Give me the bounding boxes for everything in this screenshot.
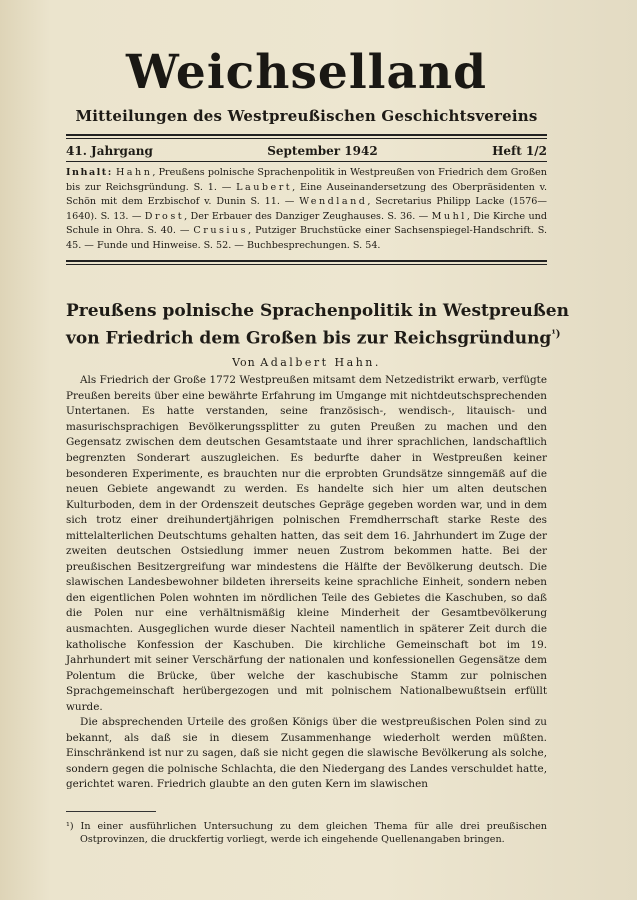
contents-author: Wendland [299,196,368,208]
footnote-marker: ¹) [551,328,561,340]
table-of-contents: Inhalt: Hahn, Preußens polnische Sprachenpolitik in Westpreußen von Friedrich dem Großen bis zur Reichsgründung. S. 1. — Laubert, Eine Auseinandersetzung des Oberpräsidenten v. Schön mit dem Erzbischof v. Dunin S. 11. — Wendland, Secretarius Philipp Lacke (1576—1640). S. 13. — Drost, Der Erbauer des Danziger Zeughauses. S. 36. — Muhl, Die Kirche und Schule in Ohra. S. 40. — Crusius, Putziger Bruchstücke einer Sachsenspiegel-Handschrift. S. 45. — Funde und Hinweise. S. 52. — Buchbesprechungen. S. 54. [66,167,547,251]
contents-rule [66,260,547,265]
article-title-line2: von Friedrich dem Großen bis zur Reichsgründung [66,328,552,349]
contents-entry: Preußens polnische Sprachenpolitik in Westpreußen von Friedrich dem Großen bis zur Reichsgründung. S. 1. — [66,167,547,193]
contents-entry: Eine Auseinandersetzung des Oberpräsidenten v. Schön mit dem Erzbischof v. Dunin S. 11. — [66,181,547,208]
top-rule [66,134,547,139]
contents-author: Muhl [431,210,467,222]
article-title-line1: Preußens polnische Sprachenpolitik in Westpreußen [66,300,569,321]
article-paragraph: Die absprechenden Urteile des großen Königs über die westpreußischen Polen sind zu bekannt, als daß sie in diesem Zusammenhange wiederholt werden müßten. Einschränkend ist nur zu sagen, daß sie nicht gegen die slawische Bevölkerung als solche, sondern gegen die polnische Schlachta, die den Niedergang des Landes verschuldet hatte, gerichtet waren. Friedrich glaubte an den guten Kern im slawischen [66,716,547,791]
byline-author: Adalbert Hahn. [260,356,381,370]
contents-entry: Putziger Bruchstücke einer Sachsenspiegel-Handschrift. S. 45. — [66,225,547,251]
journal-subtitle: Mitteilungen des Westpreußischen Geschichtsvereins [75,107,538,125]
issue-number: Heft 1/2 [492,144,547,158]
article-body [66,373,547,793]
contents-author: Drost [144,210,185,222]
article-title [66,299,569,351]
masthead [66,0,547,126]
contents-entry: Der Erbauer des Danziger Zeughauses. S. 36. — [190,210,429,222]
footnote: ¹) In einer ausführlichen Untersuchung zu dem gleichen Thema für alle drei preußischen Ostprovinzen, die druckfertig vorliegt, werde ich eingehende Quellenangaben bringen. [66,820,547,846]
contents-author: Laubert [236,181,293,193]
contents-author: Crusius [193,225,249,237]
issue-date: September 1942 [267,144,378,158]
contents-author: Hahn [115,167,153,178]
issue-bar [66,141,547,161]
contents-entry: Die Kirche und Schule in Ohra. S. 40. — [66,210,547,237]
article-byline [66,356,547,369]
issue-rule [66,161,547,162]
issue-volume: 41. Jahrgang [66,144,153,158]
contents-entry: Secretarius Philipp Lacke (1576—1640). S. 13. — [66,196,547,222]
article-paragraph: Als Friedrich der Große 1772 Westpreußen mitsamt dem Netzedistrikt erwarb, verfügte Preußen bereits über eine bewährte Erfahrung im Umgange mit nichtdeutschsprechenden Untertanen. Es hatte verstanden, seine französisch-, wendisch-, litauisch- und masurischsprachigen Bevölkerungssplitter zu guten Preußen zu machen und den Gegensatz zwischen dem deutschen Gesamtstaate und ihrer sprachlichen, landschaftlich begrenzten Sonderart auszugleichen. Es bedurfte daher in Westpreußen keiner besonderen Experimente, es brauchten nur die erprobten Grundsätze sinngemäß auf die neuen Gebiete angewandt zu werden. Es handelte sich hier um alten deutschen Kulturboden, dem in der Ordenszeit deutsches Gepräge gegeben worden war, und in dem sich trotz einer dreihundertjährigen polnischen Fremdherrschaft starke Reste des mittelalterlichen Deutschtums gehalten hatten, das seit dem 16. Jahrhundert im Zuge der zweiten deutschen Ostsiedlung immer neuen Zustrom bekommen hatte. Bei der preußischen Besitzergreifung war mindestens die Hälfte der Bevölkerung deutsch. Die slawischen Landesbewohner bildeten ihrerseits keine sprachliche Einheit, sondern neben den eigentlichen Polen wohnten im nördlichen Teile des Gebietes die Kaschuben, so daß die Polen nur eine verhältnismäßig kleine Minderheit der Gesamtbevölkerung ausmachten. Ausgeglichen wurde dieser Nachteil namentlich in späterer Zeit durch die katholische Konfession der Kaschuben. Die kirchliche Gemeinschaft bot im 19. Jahrhundert mit seiner Verschärfung der nationalen und konfessionellen Gegensätze dem Polentum die Brücke, über welche der kaschubische Stamm zur polnischen Sprachgemeinschaft herübergezogen und mit polnischem Nationalbewußtsein erfüllt wurde. [66,374,547,713]
footnote-divider [66,811,156,812]
journal-title: Weichselland [125,45,488,100]
contents-label: Inhalt: [66,167,113,178]
contents-entry: Funde und Hinweise. S. 52. — Buchbesprechungen. S. 54. [96,239,381,251]
byline-prefix: Von [232,356,256,370]
